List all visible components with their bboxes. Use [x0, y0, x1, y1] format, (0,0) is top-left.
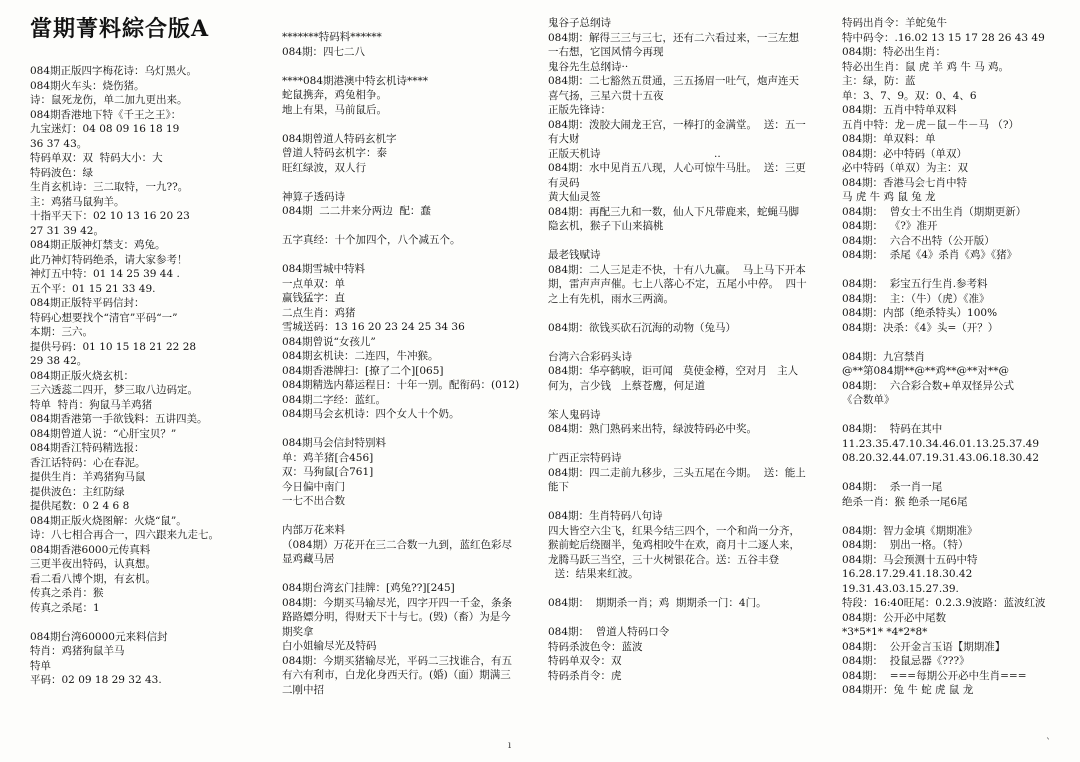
text-line: 084期：欲钱买砍石沉海的动物（兔马）: [548, 321, 737, 334]
text-line: 084期：九宫禁肖: [842, 350, 926, 363]
text-line: 龙腾马跃三当空，三十火树银花合。送：五谷丰登: [548, 553, 779, 566]
text-line: 提供波色：主红防绿: [30, 485, 125, 498]
text-line: 期奖拿: [282, 625, 314, 638]
text-line: 084期： 期期杀一肖；鸡 期期杀一门：4门。: [548, 597, 767, 609]
spacer: [282, 567, 527, 582]
text-line: 084期开：兔 牛 蛇 虎 鼠 龙: [842, 684, 974, 696]
text-line: 084期香港地下特《千王之王》：: [30, 108, 182, 121]
text-line: 084期： 杀一肖一尾: [842, 481, 943, 493]
text-line: 《合数单》: [842, 394, 895, 406]
text-line: 084期：单双料：单: [842, 133, 936, 145]
text-line: 赢钱猛字：直: [282, 292, 345, 304]
spacer: [548, 335, 832, 350]
text-line: 笨人鬼码诗: [548, 408, 601, 421]
spacer: [282, 509, 527, 524]
text-line: 084期二字经：蓝红。: [282, 393, 387, 406]
text-line: 特码单双：双 特码大小：大: [30, 152, 163, 164]
text-line: 084期：解得三三与三七，还有二六看过来，一三左想: [548, 31, 800, 44]
text-line: 084期马会信封特别料: [282, 437, 387, 449]
text-line: 二点生肖：鸡猪: [282, 306, 356, 319]
spacer: [548, 582, 832, 597]
text-line: 五肖中特：龙－虎－鼠－牛－马 （?）: [842, 118, 1019, 131]
spacer: [548, 234, 832, 249]
text-line: 主：鸡猪马鼠狗羊。: [30, 195, 125, 208]
text-line: 084期： 曾女士不出生肖（期期更新）: [842, 205, 1027, 218]
text-line: 084期： 杀尾《4》杀肖《鸡》《猪》: [842, 249, 1018, 261]
text-line: 有大财: [548, 133, 580, 145]
text-line: 一右想，它国风情今再现: [548, 46, 664, 58]
text-line: 084期： ===每期公开必中生肖===: [842, 669, 1027, 682]
text-line: 正版天机诗 ..: [548, 147, 721, 160]
text-line: 有六有利市，白龙化身西天行。(婚)（面）期满三: [282, 669, 511, 681]
spacer: [548, 306, 832, 321]
text-line: 特段：16:40旺尾：0.2.3.9波路：蓝波红波: [842, 597, 1046, 609]
text-line: 084期：二人三足走不快，十有八九赢。 马上马下开本: [548, 263, 806, 276]
text-line: 084期曾说“女孩儿”: [282, 335, 376, 348]
text-line: 神算子透码诗: [282, 190, 345, 203]
text-line: 必中特码（单双）为主：双: [842, 162, 968, 174]
text-line: 五个平：01 15 21 33 49.: [30, 282, 156, 295]
text-line: *******特码料******: [282, 31, 382, 43]
text-line: 单：鸡羊猪[合456]: [282, 451, 374, 464]
text-line: 雪城送码：13 16 20 23 24 25 34 36: [282, 321, 465, 333]
text-line: 台湾六合彩码头诗: [548, 350, 632, 363]
text-line: 十指平天下：02 10 13 16 20 23: [30, 210, 190, 222]
spacer: [842, 335, 1072, 350]
text-line: 084期： 彩宝五行生肖.参考料: [842, 278, 988, 290]
text-line: 平码：02 09 18 29 32 43.: [30, 674, 162, 686]
text-line: 084期：再配三九和一数，仙人下凡带鹿来，蛇蝇马脚: [548, 205, 800, 218]
text-line: 084期： 《?》准开: [842, 220, 938, 232]
text-line: 提供号码：01 10 15 18 21 22 28: [30, 340, 197, 353]
text-line: 084期：特必出生肖：: [842, 46, 947, 58]
text-line: 之上有先机，雨水三两滴。: [548, 292, 674, 305]
text-line: 内部万花来料: [282, 524, 345, 536]
text-line: 最老钱赋诗: [548, 249, 601, 261]
text-line: 五字真经：十个加四个，八个减五个。: [282, 234, 461, 246]
text-line: 三更半夜出特码，认真想。: [30, 558, 156, 570]
text-line: 084期： 投鼠忌器《???》: [842, 655, 970, 667]
text-line: 猴前蛇后绕圈半，兔鸡相咬牛在欢，商月十二逐人来，: [548, 539, 800, 551]
text-line: 能下: [548, 481, 569, 493]
column-2: [282, 30, 527, 697]
text-line: 特中码令：.16.02 13 15 17 28 26 43 49: [842, 31, 1045, 44]
text-line: 本期：三六。: [30, 326, 93, 338]
text-line: 喜气扬，三星六贯十五夜: [548, 89, 664, 102]
text-line: 特单 特肖：狗鼠马羊鸡猪: [30, 398, 153, 411]
scan-mark-corner: `: [1046, 738, 1051, 749]
text-line: 鬼谷先生总纲诗··: [548, 60, 629, 73]
text-line: 马 虎 牛 鸡 鼠 兔 龙: [842, 191, 936, 203]
spacer: [548, 437, 832, 452]
text-line: 特单: [30, 659, 51, 672]
spacer: [842, 509, 1072, 524]
spacer: [282, 422, 527, 437]
page-title: 當期菁料綜合版A: [30, 16, 210, 42]
text-line: 香江话特码：心在春泥。: [30, 456, 146, 469]
text-line: 鬼谷子总纲诗: [548, 17, 611, 29]
spacer: [548, 611, 832, 626]
text-line: 一七不出合数: [282, 495, 345, 507]
text-line: 084期：内部（绝杀特头）100%: [842, 307, 998, 319]
text-line: 084期 二二井来分两边 配：蠢: [282, 205, 431, 217]
text-line: 27 31 39 42。: [30, 224, 104, 237]
text-line: 何为，言少钱 上蔡苍鹰，何足道: [548, 379, 706, 392]
text-line: 黄大仙灵签: [548, 191, 601, 203]
text-line: 传真之杀肖：猴: [30, 587, 104, 599]
spacer: [842, 466, 1072, 481]
text-line: 36 37 43。: [30, 137, 88, 150]
spacer: [282, 219, 527, 234]
text-line: 084期正版火烧玄机：: [30, 369, 135, 382]
text-line: 16.28.17.29.41.18.30.42: [842, 568, 973, 580]
text-line: 隐玄机，猴子下山来搞桃: [548, 220, 664, 232]
text-line: 显鸡藏马居: [282, 553, 335, 565]
text-line: 诗：鼠死龙伤，单二加九更出来。: [30, 94, 188, 106]
text-line: 084期玄机诀：二连四，牛冲猴。: [282, 350, 439, 362]
text-line: 传真之杀尾：1: [30, 601, 100, 614]
text-line: 084期雪城中特料: [282, 263, 366, 275]
text-line: 084期香港第一手欲钱料：五讲四美。: [30, 413, 208, 425]
text-line: 特码单双令：双: [548, 655, 622, 667]
text-line: 单：3、7、9。双：0、4、6: [842, 89, 977, 102]
text-line: 084期：四七二八: [282, 45, 366, 58]
text-line: 084期马会玄机诗：四个女人十个奶。: [282, 408, 460, 420]
spacer: [282, 248, 527, 263]
text-line: 特码心想要找个“清官”平码“一”: [30, 311, 178, 324]
text-line: 084期： 六合不出特（公开版）: [842, 234, 995, 247]
text-line: 084期：公开必中尾数: [842, 611, 947, 624]
text-line: 今日偏中南门: [282, 480, 345, 493]
text-line: 084期：今期买马输尽光，四字开四一千金，条条: [282, 596, 513, 609]
text-line: 084期： 特码在其中: [842, 423, 943, 435]
text-line: 084期： 别出一格。（特）: [842, 539, 969, 551]
text-line: 特码波色：绿: [30, 166, 93, 179]
text-line: 084期台湾玄门挂牌：[鸡兔??][245]: [282, 582, 455, 594]
text-line: 084期曾道人特码玄机字: [282, 132, 397, 145]
text-line: 提供尾数：0 2 4 6 8: [30, 500, 130, 512]
text-line: 084期台湾60000元来料信封: [30, 630, 168, 643]
scan-mark-bottom: ı: [508, 740, 512, 751]
text-line: 084期：今期买猪输尽光，平码二三找谁合，有五: [282, 654, 513, 667]
text-line: 08.20.32.44.07.19.31.43.06.18.30.42: [842, 452, 1040, 464]
spacer: [282, 117, 527, 132]
text-line: 084期： 六合彩合数+单双怪异公式: [842, 379, 1015, 392]
text-line: 084期：智力金填《期期准》: [842, 524, 978, 537]
text-line: 绝杀一肖：猴 绝杀一尾6尾: [842, 495, 968, 508]
text-line: 生肖玄机诗：三二取特，一九??。: [30, 181, 189, 193]
text-line: 084期：决杀：《4》头=（开？）: [842, 321, 999, 334]
text-line: 084期：生肖特码八句诗: [548, 510, 663, 522]
text-line: 三六透蕊二四开，梦三取八边码定。: [30, 384, 198, 396]
text-line: 主：绿，防：蓝: [842, 75, 916, 87]
text-line: 神灯五中特：01 14 25 39 44 .: [30, 268, 180, 280]
text-line: 特必出生肖：鼠 虎 羊 鸡 牛 马 鸡。: [842, 60, 1010, 73]
spacer: [842, 408, 1072, 423]
text-line: 送：结果来红波。: [548, 568, 639, 580]
text-line: 084期正版神灯禁支：鸡兔。: [30, 239, 166, 251]
text-line: 提供生肖：羊鸡猪狗马鼠: [30, 471, 146, 483]
text-line: 白小姐输尽光及特码: [282, 640, 377, 652]
column-4: [842, 16, 1072, 698]
text-line: 诗：八七相合再合一，四六跟来九走七。: [30, 529, 219, 541]
text-line: 084期：二七豁然五贯通，三五扬眉一吐气，炮声连天: [548, 75, 800, 87]
spacer: [282, 175, 527, 190]
text-line: 084期：熟门熟码来出特，绿波特码必中奖。: [548, 423, 758, 435]
text-line: 19.31.43.03.15.27.39.: [842, 582, 959, 595]
text-line: 一点单双：单: [282, 277, 345, 290]
text-line: 084期火车头：烧伤猪。: [30, 79, 145, 92]
text-line: 084期正版四字梅花诗：乌灯黑火。: [30, 65, 198, 77]
text-line: 084期：香港马会七肖中特: [842, 176, 968, 189]
text-line: 特肖：鸡猪狗鼠羊马: [30, 645, 125, 657]
text-line: 九宝迷灯：04 08 09 16 18 19: [30, 123, 180, 135]
text-line: 084期曾道人说：“心肝宝贝？”: [30, 427, 177, 440]
text-line: 此乃神灯特码绝杀，请大家参考！: [30, 253, 188, 266]
spacer: [282, 59, 527, 74]
text-line: *3*5*1* *4*2*8*: [842, 626, 928, 638]
text-line: 四大皆空六尘飞，红果今结三四个，一个和尚一分齐，: [548, 524, 800, 537]
spacer: [548, 393, 832, 408]
text-line: 084期正版特平码信封：: [30, 297, 145, 309]
text-line: 084期：华亭鹤唳，讵可闻 莫使金樽，空对月 主人: [548, 365, 799, 377]
text-line: 路路嫖分明，得财天下十与七。(毁)（畜）为是今: [282, 611, 511, 623]
spacer: [842, 263, 1072, 278]
text-line: 11.23.35.47.10.34.46.01.13.25.37.49: [842, 437, 1040, 450]
text-line: 期，雷声声声催。七上八落心不定，五尾小中停。 四十: [548, 278, 807, 290]
text-line: 有灵码: [548, 176, 580, 189]
text-line: 地上有果，马前鼠后。: [282, 103, 387, 116]
text-line: 084期： 公开金言玉语【期期准】: [842, 640, 1006, 653]
text-line: 084期：马会预测十五码中特: [842, 553, 978, 566]
text-line: 二刚中招: [282, 683, 324, 696]
text-line: 084期香港6000元传真料: [30, 543, 151, 556]
text-line: 084期精选内幕运程日：十年一别。配衔码：(012): [282, 379, 520, 391]
text-line: ****084期港澳中特玄机诗****: [282, 74, 429, 87]
spacer: [30, 615, 248, 630]
text-line: 084期香江特码精选报：: [30, 442, 145, 454]
text-line: @**第084期**@**鸡**@**对**@: [842, 365, 1010, 377]
text-line: 双：马狗鼠[合761]: [282, 466, 374, 478]
text-line: 广西正宗特码诗: [548, 452, 622, 464]
text-line: 曾道人特码玄机字：泰: [282, 147, 387, 159]
text-line: 084期： 主：（牛）（虎）《准》: [842, 292, 990, 305]
text-line: 084期：五肖中特单双料: [842, 104, 957, 116]
text-line: 084期：水中见肖五八现，人心可惊牛马肚。 送：三更: [548, 162, 806, 174]
text-line: 084期香港牌扫：[撩了二个][065]: [282, 364, 444, 377]
text-line: 084期：四二走前九移步，三头五尾在今期。 送：能上: [548, 466, 806, 479]
text-line: 084期正版火烧图解：火烧“鼠”。: [30, 514, 187, 527]
text-line: 084期：泼胶大闹龙王宫，一棒打的金满堂。 送：五一: [548, 118, 806, 131]
text-line: 看二看八博个期，有玄机。: [30, 572, 156, 585]
text-line: 特码杀波色令：蓝波: [548, 640, 643, 653]
text-line: （084期）万花开在三二合数一九到，蓝红色彩尽: [282, 538, 513, 551]
text-line: 蛇鼠携奔，鸡兔相争。: [282, 89, 387, 101]
spacer: [548, 495, 832, 510]
text-line: 29 38 42。: [30, 355, 88, 367]
text-line: 旺红绿波，双人行: [282, 161, 366, 174]
text-line: 084期： 曾道人特码口令: [548, 626, 670, 638]
text-line: 特码杀肖令：虎: [548, 669, 622, 682]
column-1: [30, 64, 248, 688]
text-line: 084期：必中特码（单双）: [842, 147, 968, 160]
text-line: 特码出肖令：羊蛇兔牛: [842, 17, 947, 29]
column-3: [548, 16, 832, 683]
text-line: 正版先锋诗：: [548, 104, 611, 116]
